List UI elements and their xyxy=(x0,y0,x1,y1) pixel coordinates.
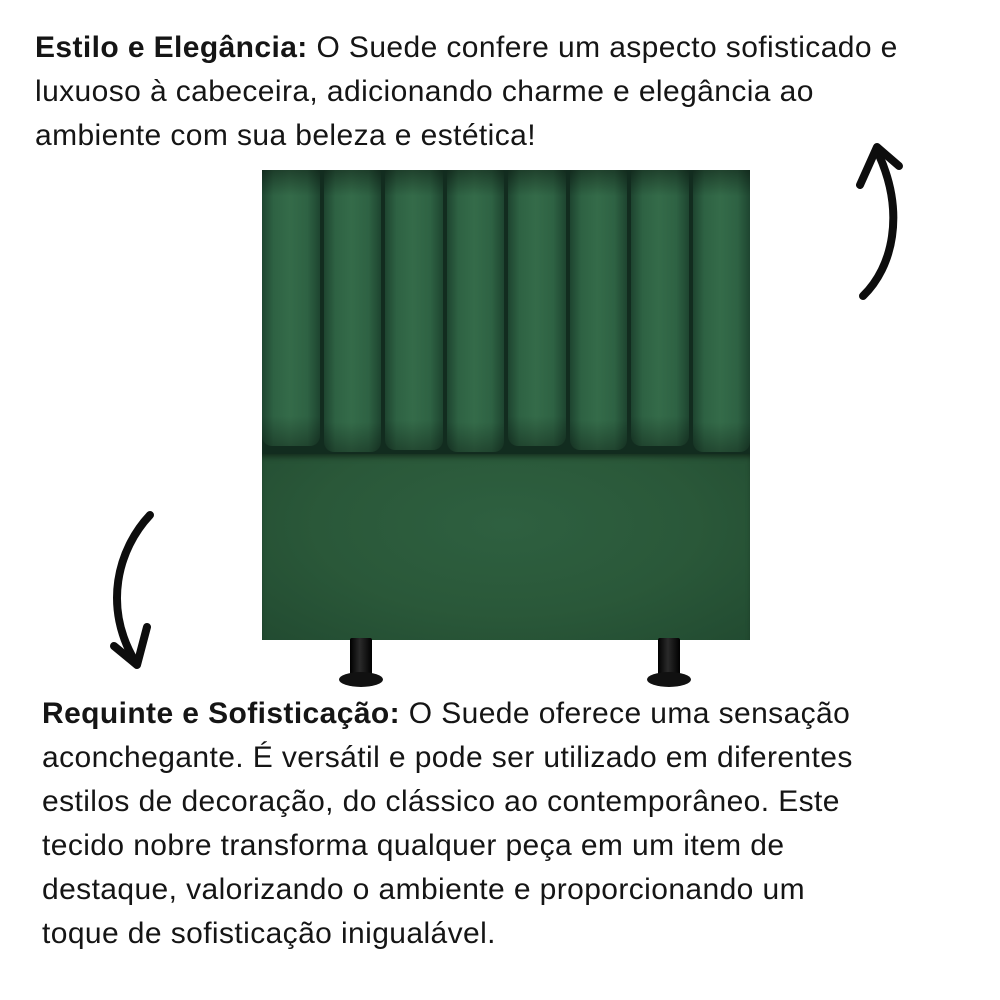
channel-panel xyxy=(324,170,382,452)
channel-panel xyxy=(447,170,505,452)
top-paragraph-text: O Suede confere um aspecto sofisticado e xyxy=(307,31,898,64)
paragraph-line xyxy=(35,26,898,70)
headboard-leg-right xyxy=(658,638,680,682)
paragraph-line: estilos de decoração, do clássico ao contemporâneo. Este xyxy=(42,785,840,818)
bottom-paragraph-text: O Suede oferece uma sensação xyxy=(400,697,851,730)
curved-arrow-up-icon xyxy=(843,133,915,305)
bottom-paragraph-lead: Requinte e Sofisticação: xyxy=(42,697,401,730)
paragraph-line: destaque, valorizando o ambiente e proporcionando um xyxy=(42,873,805,906)
bottom-paragraph xyxy=(42,692,853,956)
paragraph-line: toque de sofisticação inigualável. xyxy=(42,917,496,950)
paragraph-line: luxuoso à cabeceira, adicionando charme e elegância ao xyxy=(35,75,814,108)
headboard-skirt xyxy=(262,454,750,640)
top-paragraph xyxy=(35,26,898,158)
paragraph-line: aconchegante. É versátil e pode ser utilizado em diferentes xyxy=(42,741,853,774)
curved-arrow-down-icon xyxy=(88,503,166,681)
headboard-photo xyxy=(262,170,750,640)
paragraph-line xyxy=(42,692,853,736)
top-paragraph-lead: Estilo e Elegância: xyxy=(35,31,308,64)
channel-panel xyxy=(508,170,566,446)
channel-panels xyxy=(262,170,750,454)
channel-panel xyxy=(631,170,689,446)
paragraph-line: tecido nobre transforma qualquer peça em um item de xyxy=(42,829,785,862)
channel-panel xyxy=(385,170,443,450)
channel-panel xyxy=(262,170,320,446)
channel-panel xyxy=(693,170,751,452)
paragraph-line: ambiente com sua beleza e estética! xyxy=(35,119,536,152)
headboard-leg-left xyxy=(350,638,372,682)
channel-panel xyxy=(570,170,628,450)
